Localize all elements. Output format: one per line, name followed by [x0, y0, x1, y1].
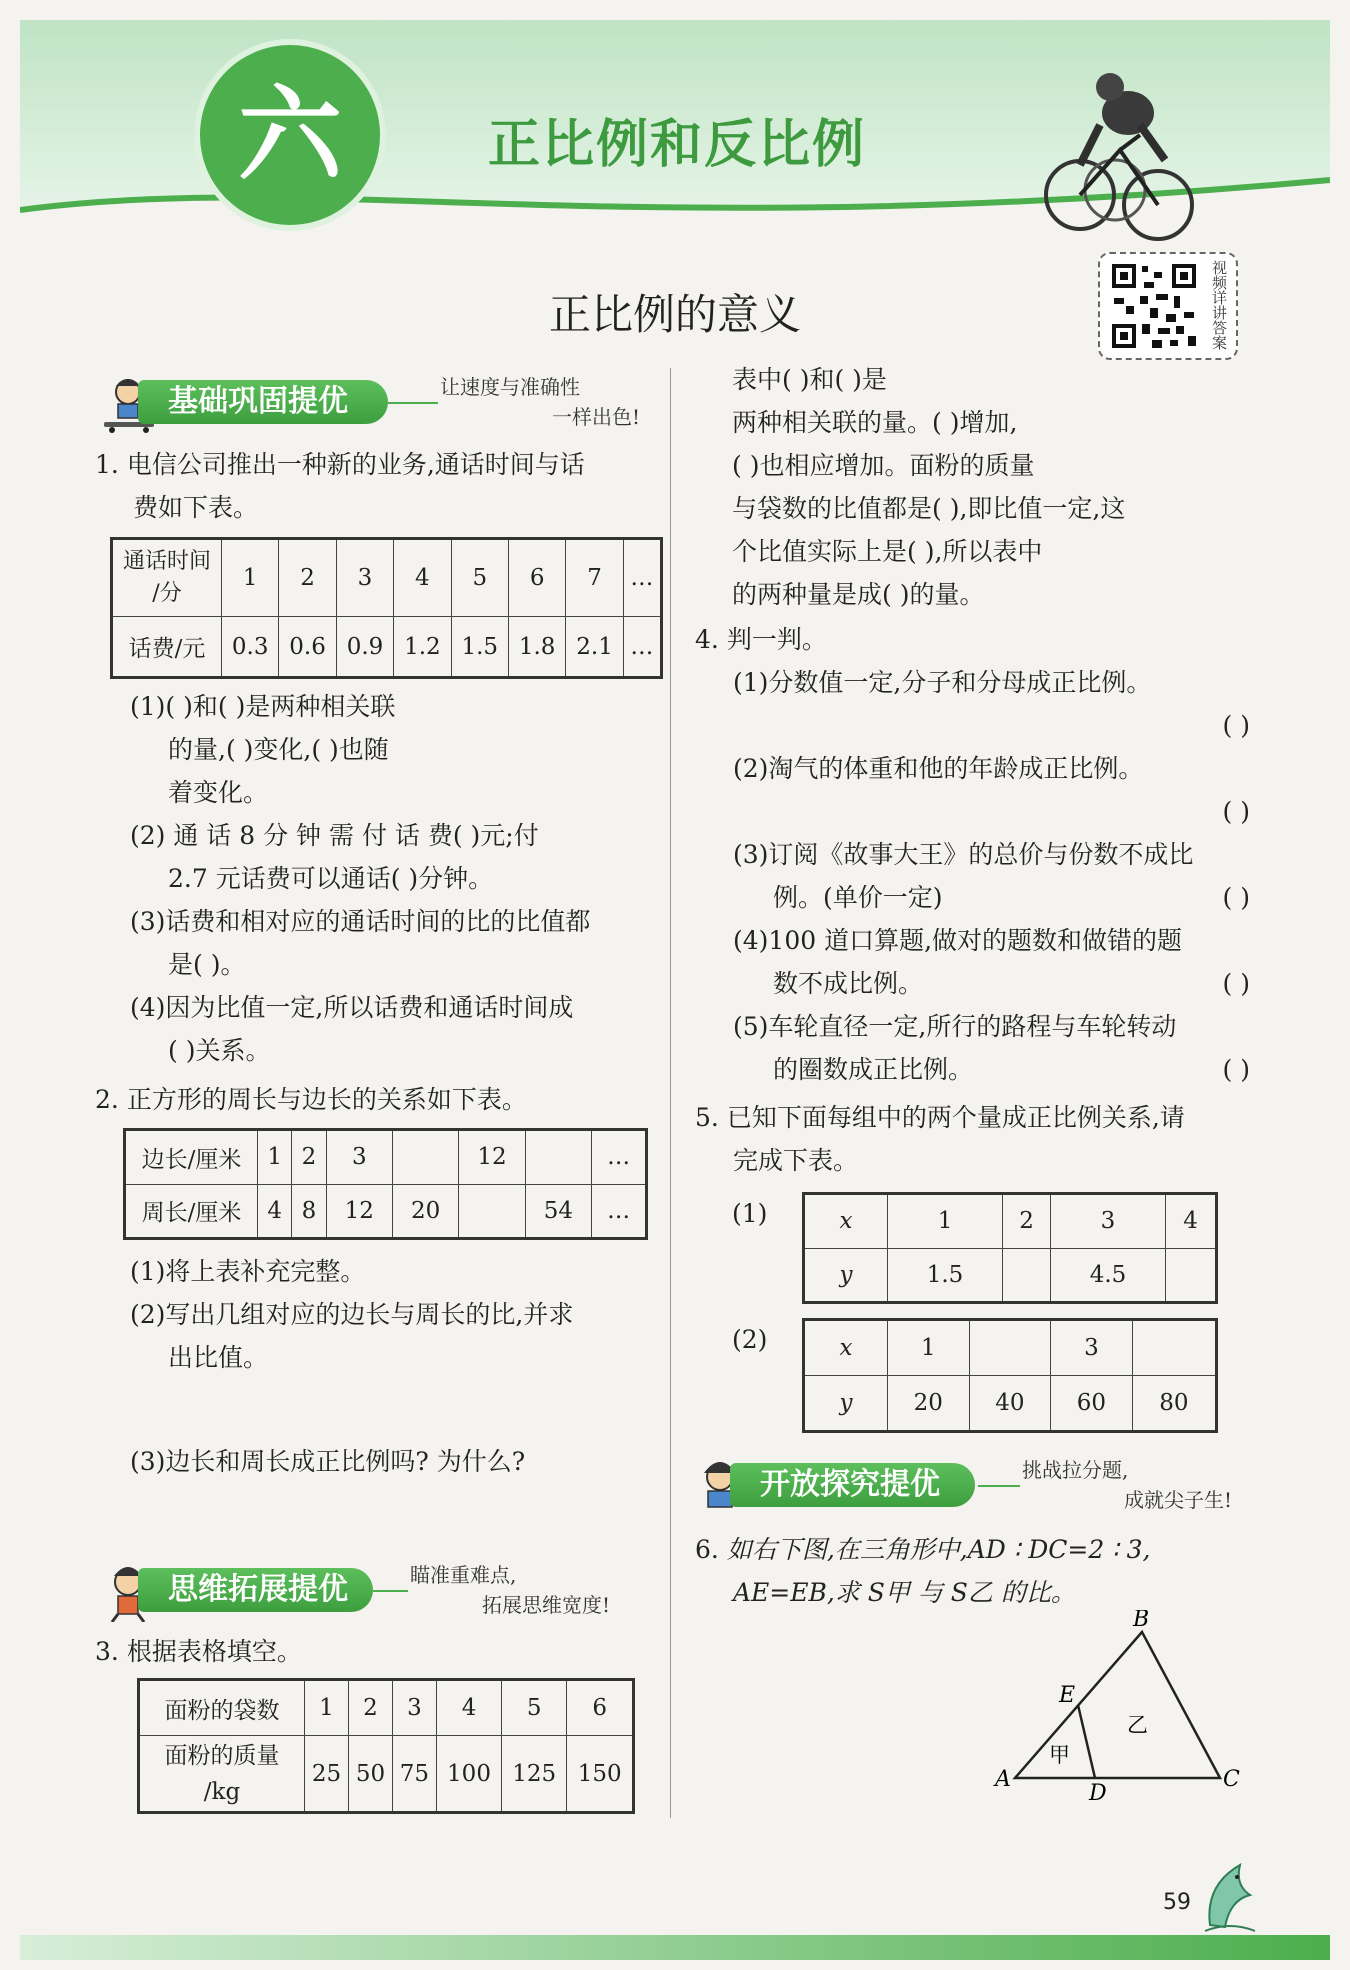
q1-part-1: (1)( )和( )是两种相关联 — [130, 692, 396, 721]
q3-table — [137, 1678, 635, 1814]
point-e-label: E — [1059, 1683, 1076, 1708]
table-header-cell: 话费/元 — [112, 617, 222, 678]
slogan-divider — [978, 1485, 1020, 1487]
table-cell: 1.5 — [451, 617, 508, 678]
unit-number: 六 — [237, 74, 342, 196]
answer-blank[interactable]: ( ) — [1222, 969, 1250, 998]
table-header-cell: 通话时间 /分 — [112, 539, 222, 617]
q2-part-1: (1)将上表补充完整。 — [130, 1257, 366, 1286]
table-cell: 4 — [436, 1680, 501, 1736]
table-header-cell: y — [804, 1376, 888, 1432]
unit-badge — [200, 45, 380, 225]
table-cell: 3 — [326, 1130, 392, 1185]
table-cell: 0.3 — [222, 617, 279, 678]
qr-box[interactable] — [1098, 252, 1238, 360]
question-2-parts: (1)将上表补充完整。 (2)写出几组对应的边长与周长的比,并求 出比值。 — [130, 1250, 660, 1379]
question-1-parts: (1)( )和( )是两种相关联 的量,( )变化,( )也随 着变化。 (2) 通 话 8 分 钟 需 付 话 费( )元;付 2.7 元话费可以通话( )分钟。 (3)话费和相对应的通话时间的比的比值都 是( )。 (4)因为比值一定,所以话费和通话时间成 ( )关系。 — [130, 685, 660, 1072]
table-cell — [392, 1130, 458, 1185]
table-cell: 125 — [502, 1736, 567, 1813]
table-cell: 40 — [969, 1376, 1051, 1432]
q5-table-1 — [802, 1192, 1218, 1304]
q4-item-5: (5)车轮直径一定,所行的路程与车轮转动 — [733, 1012, 1177, 1041]
table-cell: 1 — [258, 1130, 292, 1185]
q2-part-3: (3)边长和周长成正比例吗? 为什么? — [130, 1447, 526, 1476]
point-d-label: D — [1089, 1781, 1107, 1800]
table-cell: 4 — [258, 1184, 292, 1239]
table-cell: … — [623, 617, 661, 678]
slogan-divider — [388, 402, 438, 404]
table-cell: 1 — [305, 1680, 349, 1736]
triangle-diagram — [985, 1610, 1245, 1800]
table-cell: 0.9 — [336, 617, 393, 678]
section-title: 思维拓展提优 — [138, 1568, 373, 1612]
table-header-cell: 边长/厘米 — [125, 1130, 258, 1185]
table-cell: 3 — [336, 539, 393, 617]
section-banner-thinking — [98, 1560, 618, 1620]
table-cell: 7 — [566, 539, 623, 617]
table-cell: 2 — [1003, 1194, 1051, 1249]
answer-blank[interactable]: ( ) — [1222, 797, 1250, 826]
table-header-cell: y — [804, 1248, 888, 1303]
q1-part-2: (2) 通 话 8 分 钟 需 付 话 费( )元;付 — [130, 821, 539, 850]
table-cell: 20 — [392, 1184, 458, 1239]
table-cell: 1 — [888, 1194, 1003, 1249]
table-cell: 6 — [567, 1680, 634, 1736]
section-title: 开放探究提优 — [730, 1463, 975, 1507]
vertex-b-label: B — [1133, 1610, 1150, 1632]
column-divider — [670, 368, 671, 1818]
table-cell: 2.1 — [566, 617, 623, 678]
section-banner-open — [690, 1455, 1250, 1515]
table-cell: 80 — [1132, 1376, 1216, 1432]
question-3-continued: 表中( )和( )是 两种相关联的量。( )增加, ( )也相应增加。面粉的质量 与袋数的比值都是( ),即比值一定,这 个比值实际上是( ),所以表中 的两种量是成( )的量。 — [732, 365, 1126, 609]
lesson-title: 正比例的意义 — [548, 290, 801, 339]
table-cell: 1 — [222, 539, 279, 617]
table-cell: 2 — [348, 1680, 392, 1736]
table-cell: … — [592, 1184, 647, 1239]
table-cell — [1003, 1248, 1051, 1303]
section-banner-basic — [98, 372, 648, 432]
table-cell: 2 — [292, 1130, 326, 1185]
table-cell: 4 — [394, 539, 451, 617]
question-6: 6. 如右下图,在三角形中,AD ∶ DC=2 ∶ 3, AE=EB,求 S甲 与 S乙 的比。 — [695, 1535, 1151, 1607]
cyclist-icon — [1040, 65, 1200, 245]
table-cell: 3 — [1050, 1194, 1165, 1249]
qr-code-icon[interactable] — [1110, 262, 1198, 350]
region-yi-label: 乙 — [1127, 1713, 1148, 1737]
footer-band — [20, 1935, 1330, 1960]
table-cell: … — [623, 539, 661, 617]
table-cell — [969, 1320, 1051, 1376]
table-cell: 4 — [1166, 1194, 1217, 1249]
answer-blank[interactable]: ( ) — [1222, 1055, 1250, 1084]
table-cell: 1.8 — [508, 617, 565, 678]
q1-part-3: (3)话费和相对应的通话时间的比的比值都 — [130, 907, 591, 936]
q1-table — [110, 537, 663, 679]
table-cell: 3 — [1051, 1320, 1133, 1376]
section-slogan: 瞄准重难点, 拓展思维宽度! — [410, 1563, 610, 1617]
table-header-cell: 周长/厘米 — [125, 1184, 258, 1239]
table-cell: 100 — [436, 1736, 501, 1813]
q5-table-2 — [802, 1318, 1218, 1433]
section-slogan: 挑战拉分题, 成就尖子生! — [1022, 1458, 1232, 1512]
table-cell: 5 — [502, 1680, 567, 1736]
table-cell: 150 — [567, 1736, 634, 1813]
table-cell: 1 — [888, 1320, 970, 1376]
vertex-c-label: C — [1223, 1767, 1240, 1792]
slogan-divider — [373, 1590, 408, 1592]
table-cell: … — [592, 1130, 647, 1185]
table-cell: 1.2 — [394, 617, 451, 678]
table-cell — [525, 1130, 591, 1185]
table-header-cell: 面粉的质量 /kg — [139, 1736, 305, 1813]
question-1: 1. 电信公司推出一种新的业务,通话时间与话 费如下表。 — [95, 450, 585, 522]
q5-table-1-label: (1) — [732, 1199, 768, 1228]
table-cell: 3 — [392, 1680, 436, 1736]
q2-part-2: (2)写出几组对应的边长与周长的比,并求 — [130, 1300, 574, 1329]
answer-blank[interactable]: ( ) — [1222, 711, 1250, 740]
table-cell: 6 — [508, 539, 565, 617]
table-cell: 12 — [459, 1130, 525, 1185]
table-cell: 1.5 — [888, 1248, 1003, 1303]
table-cell: 25 — [305, 1736, 349, 1813]
region-jia-label: 甲 — [1049, 1743, 1070, 1767]
q4-item-1: (1)分数值一定,分子和分母成正比例。 — [733, 668, 1152, 697]
table-cell: 20 — [888, 1376, 970, 1432]
table-cell: 5 — [451, 539, 508, 617]
table-cell: 54 — [525, 1184, 591, 1239]
table-cell: 60 — [1051, 1376, 1133, 1432]
table-cell — [459, 1184, 525, 1239]
table-cell: 75 — [392, 1736, 436, 1813]
page-number: 59 — [1163, 1890, 1191, 1915]
question-3: 3. 根据表格填空。 — [95, 1637, 302, 1666]
table-cell: 50 — [348, 1736, 392, 1813]
q4-item-2: (2)淘气的体重和他的年龄成正比例。 — [733, 754, 1144, 783]
table-cell: 12 — [326, 1184, 392, 1239]
question-5: 5. 已知下面每组中的两个量成正比例关系,请 完成下表。 — [695, 1103, 1185, 1175]
q4-item-3: (3)订阅《故事大王》的总价与份数不成比 — [733, 840, 1194, 869]
q4-item-4: (4)100 道口算题,做对的题数和做错的题 — [733, 926, 1183, 955]
table-cell: 8 — [292, 1184, 326, 1239]
chapter-title: 正比例和反比例 — [488, 115, 867, 175]
table-header-cell: 面粉的袋数 — [139, 1680, 305, 1736]
q2-table — [123, 1128, 648, 1240]
table-cell: 4.5 — [1050, 1248, 1165, 1303]
answer-blank[interactable]: ( ) — [1222, 883, 1250, 912]
section-title: 基础巩固提优 — [138, 380, 388, 424]
vertex-a-label: A — [995, 1767, 1011, 1792]
table-header-cell: x — [804, 1320, 888, 1376]
dolphin-icon — [1195, 1855, 1265, 1935]
question-4: 4. 判一判。 (1)分数值一定,分子和分母成正比例。 ( ) (2)淘气的体重和他的年龄成正比例。 ( ) (3)订阅《故事大王》的总价与份数不成比 例。(单价一定) ( ) (4)100 道口算题,做对的题数和做错的题 数不成比例。 ( ) (5)车轮直径一定,所行的路程与车轮转动 的圈数成正比例。 ( ) — [695, 618, 1250, 1091]
table-cell: 2 — [279, 539, 336, 617]
question-2: 2. 正方形的周长与边长的关系如下表。 — [95, 1085, 527, 1114]
q1-part-4: (4)因为比值一定,所以话费和通话时间成 — [130, 993, 574, 1022]
q5-table-2-label: (2) — [732, 1325, 768, 1354]
section-slogan: 让速度与准确性 一样出色! — [440, 375, 640, 429]
table-cell — [1166, 1248, 1217, 1303]
table-cell — [1132, 1320, 1216, 1376]
table-header-cell: x — [804, 1194, 888, 1249]
qr-label: 视频详讲答案 — [1210, 260, 1228, 350]
table-cell: 0.6 — [279, 617, 336, 678]
